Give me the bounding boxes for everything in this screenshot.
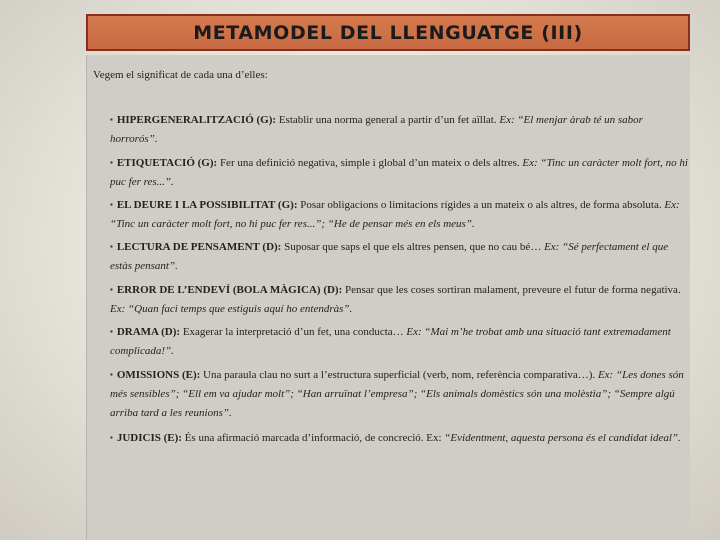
item-text: Establir una norma general a partir d’un fet aïllat. [276, 114, 500, 126]
title-bar [86, 14, 690, 51]
item-text: Fer una definició negativa, simple i global d’un mateix o dels altres. [217, 157, 523, 169]
item-example: “Evidentment, aquesta persona és el candidat ideal”. [444, 432, 681, 444]
list-item-lectura-pensament [110, 237, 690, 276]
item-term: OMISSIONS (E): [116, 369, 201, 381]
item-term: EL DEURE I LA POSSIBILITAT (G): [116, 199, 298, 211]
item-text: Una paraula clau no surt a l’estructura superficial (verb, nom, referència comparativa…). [200, 369, 598, 381]
list-item-deure-possibilitat [110, 195, 690, 234]
list-item-drama [110, 322, 690, 361]
item-example: Ex: “Mai m’he trobat amb una situació tant extremadament complicada!”. [110, 326, 671, 357]
item-text: Posar obligacions o limitacions rígides a un mateix o als altres, de forma absoluta. [297, 199, 665, 211]
item-example: Ex: “El menjar àrab té un sabor horrorós”. [110, 114, 643, 145]
bullet-icon: ▪ [110, 158, 113, 167]
item-example: Ex: “Les dones són més sensibles”; “Ell em va ajudar molt”; “Han arruïnat l’empresa”; “Els animals domèstics són una molèstia”; “Sempre algú arriba tard a les reunions”. [110, 369, 684, 419]
item-example: Ex: “Tinc un caràcter molt fort, no hi puc fer res...”. [110, 157, 688, 188]
bullet-icon: ▪ [110, 327, 113, 336]
bullet-icon: ▪ [110, 115, 113, 124]
list-item-judicis [110, 428, 690, 448]
intro-text: Vegem el significat de cada una d’elles: [93, 69, 268, 81]
item-text: Suposar que saps el que els altres pensen, que no cau bé… [281, 241, 545, 253]
item-text: Exagerar la interpretació d’un fet, una conducta… [180, 326, 407, 338]
bullet-icon: ▪ [110, 433, 113, 442]
bullet-icon: ▪ [110, 370, 113, 379]
item-example: Ex: “Sé perfectament el que estàs pensant”. [110, 241, 669, 272]
item-example: Ex: “Tinc un caràcter molt fort, no hi puc fer res...”; “He de pensar més en els meus”. [110, 199, 680, 230]
bullet-icon: ▪ [110, 200, 113, 209]
slide-title: METAMODEL DEL LLENGUATGE (III) [193, 21, 583, 44]
list-item-omissions [110, 365, 690, 423]
item-term: JUDICIS (E): [116, 432, 182, 444]
bullet-icon: ▪ [110, 285, 113, 294]
item-term: DRAMA (D): [116, 326, 181, 338]
list-item-hipergeneralitzacio [110, 110, 690, 149]
item-example: Ex: “Quan faci temps que estiguis aquí ho entendràs”. [110, 303, 353, 315]
item-text: És una afirmació marcada d’informació, de concreció. Ex: [181, 432, 445, 444]
item-term: ERROR DE L’ENDEVÍ (BOLA MÀGICA) (D): [116, 284, 343, 296]
bullet-icon: ▪ [110, 242, 113, 251]
item-term: LECTURA DE PENSAMENT (D): [116, 241, 282, 253]
item-text: Pensar que les coses sortiran malament, preveure el futur de forma negativa. [342, 284, 681, 296]
list-item-error-endevi [110, 280, 690, 319]
item-term: ETIQUETACIÓ (G): [116, 157, 218, 169]
item-term: HIPERGENERALITZACIÓ (G): [116, 114, 277, 126]
list-item-etiquetacio [110, 153, 690, 192]
